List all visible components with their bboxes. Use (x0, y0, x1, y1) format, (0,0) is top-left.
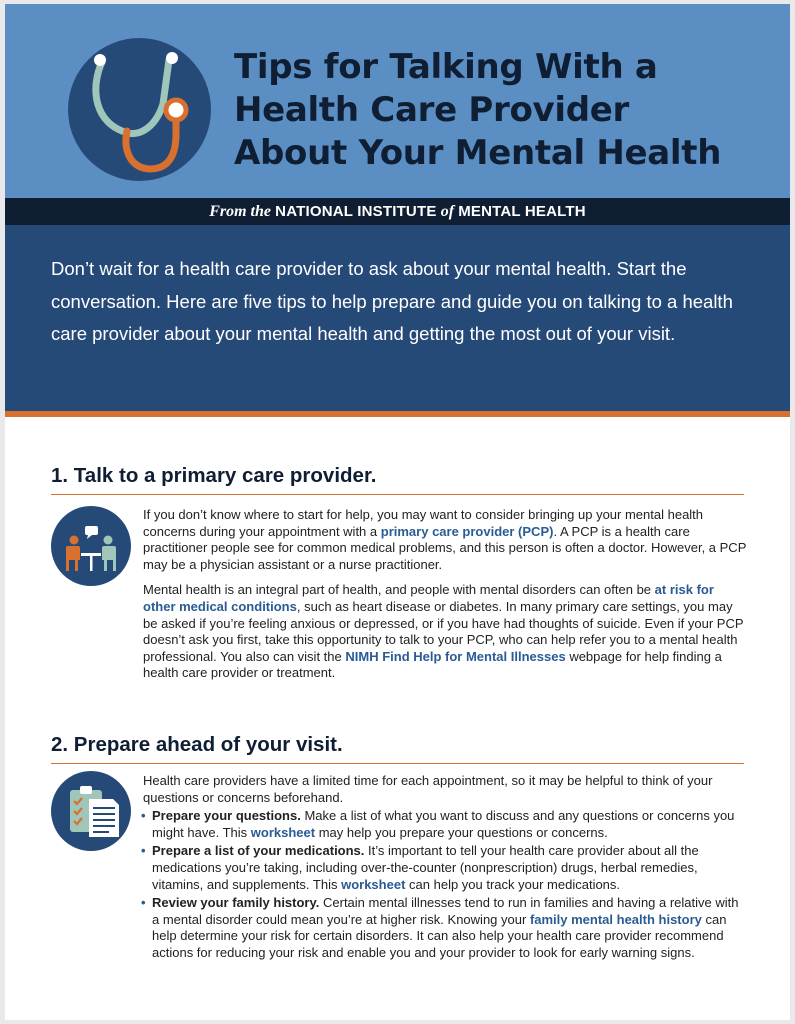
source-bar (5, 198, 790, 225)
title-line-1: Tips for Talking With a (234, 47, 658, 87)
source-prefix: From the (209, 203, 271, 220)
clipboard-checklist-icon (51, 771, 131, 851)
medications-worksheet-link[interactable]: worksheet (341, 876, 406, 892)
text-run: Mental health is an integral part of health, and people with mental disorders can often be (143, 582, 652, 598)
source-org-part1: NATIONAL INSTITUTE (275, 203, 437, 220)
page-title (234, 46, 774, 175)
header-banner (5, 4, 790, 198)
intro-panel (5, 225, 790, 411)
text-run: can help determine your risk for certain disorders. It can also help your health care provider recommend actions for reducing your risk and enable you and your provider to look for early warning signs. (152, 911, 727, 960)
pcp-link[interactable]: primary care provider (PCP) (380, 523, 554, 539)
text-run: Certain mental illnesses tend to run in families and having a relative with a mental disorder could mean you’re at higher risk. Knowing your (152, 895, 739, 927)
fact-sheet-page (5, 4, 790, 1020)
list-item (143, 843, 748, 893)
section-2-heading: 2. Prepare ahead of your visit. (51, 733, 744, 764)
find-help-link[interactable]: NIMH Find Help for Mental Illnesses (345, 648, 566, 664)
text-run: webpage for help finding a health care provider or treatment. (143, 648, 722, 681)
bullet: • (141, 895, 146, 911)
stethoscope-icon (68, 38, 211, 181)
list-item (143, 808, 748, 841)
family-history-link[interactable]: family mental health history (529, 911, 702, 927)
bullet-title: Prepare a list of your medications. (152, 843, 365, 859)
orange-divider (5, 411, 790, 417)
bullet: • (141, 843, 146, 859)
source-of: of (440, 203, 455, 220)
text-run: If you don’t know where to start for help, you may want to consider bringing up your mental health concerns during your appointment with a (143, 507, 704, 539)
bullet-title: Prepare your questions. (152, 808, 301, 824)
consultation-icon (51, 506, 131, 586)
section-2-body (143, 773, 748, 964)
text-run: can help you track your medications. (409, 876, 621, 892)
section-1-heading: 1. Talk to a primary care provider. (51, 464, 744, 495)
title-line-2: Health Care Provider (234, 90, 629, 130)
medical-conditions-link[interactable]: at risk for other medical conditions (143, 582, 714, 614)
bullet-title: Review your family history. (152, 895, 320, 911)
section-1-paragraph-2 (143, 582, 748, 682)
text-run: It’s important to tell your health care provider about all the medications you’re taking, including over-the-counter (nonprescription) drugs, herbal remedies, vitamins, and supplements. This (152, 843, 699, 892)
questions-worksheet-link[interactable]: worksheet (250, 824, 316, 840)
list-item (143, 895, 748, 961)
text-run: . A PCP is a health care practitioner people see for common medical problems, and this person is often a doctor. However, a PCP may be a physician assistant or a nurse practitioner. (143, 523, 747, 572)
source-org-part2: MENTAL HEALTH (458, 203, 586, 220)
title-line-3: About Your Mental Health (234, 133, 722, 173)
section-1-paragraph-1 (143, 507, 748, 573)
section-1-body (143, 507, 748, 691)
intro-text: Don’t wait for a health care provider to ask about your mental health. Start the conversation. Here are five tips to help prepare and guide you on talking to a health care provider about your mental health and getting the most out of your visit. (51, 258, 733, 344)
text-run: Make a list of what you want to discuss and any questions or concerns you might have. This (152, 808, 735, 840)
text-run: may help you prepare your questions or concerns. (318, 824, 608, 840)
text-run: , such as heart disease or diabetes. In many primary care settings, you may be asked if you’re feeling anxious or depressed, or if you have had thoughts of suicide. Even if your PCP doesn’t ask you first, take this opportunity to talk to your PCP, who can help refer you to a mental health professional. You also can visit the (143, 598, 744, 664)
tips-list (143, 808, 748, 961)
bullet: • (141, 808, 146, 824)
section-2-intro: Health care providers have a limited time for each appointment, so it may be helpful to think of your questions or concerns beforehand. (143, 773, 713, 805)
